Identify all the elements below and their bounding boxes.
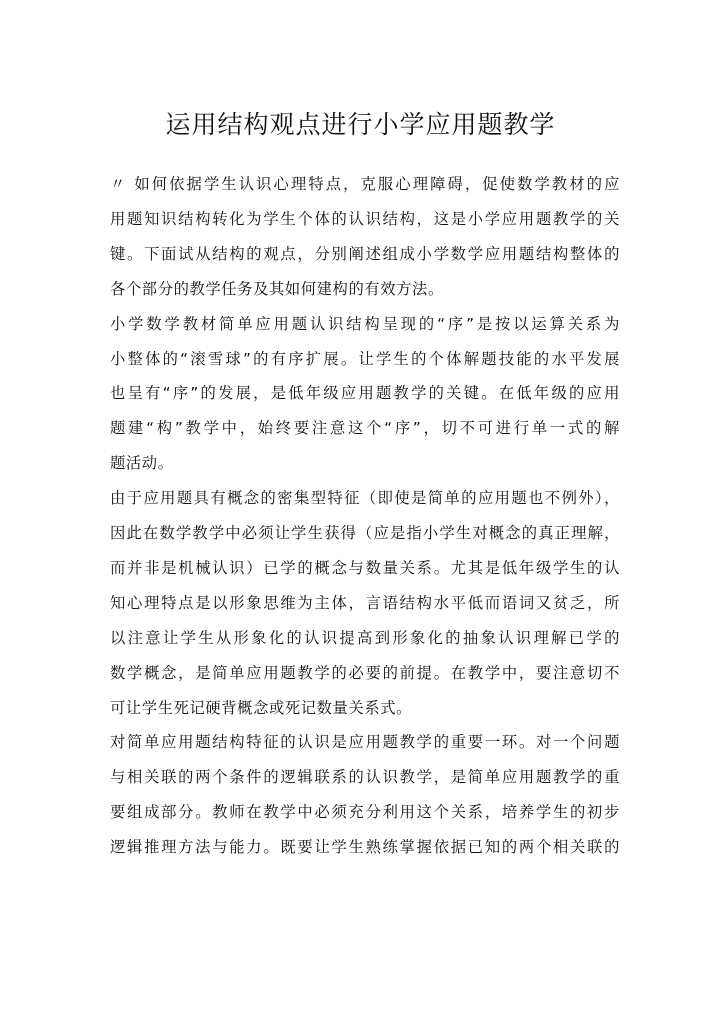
body-line: 题建“构”教学中，始终要注意这个“序”，切不可进行单一式的解 bbox=[110, 419, 620, 438]
body-line: 各个部分的教学任务及其如何建构的有效方法。 bbox=[110, 279, 444, 298]
body-line: 对简单应用题结构特征的认识是应用题教学的重要一环。对一个问题 bbox=[110, 733, 620, 752]
body-line: 逻辑推理方法与能力。既要让学生熟练掌握依据已知的两个相关联的 bbox=[110, 838, 620, 857]
body-line: 题活动。 bbox=[110, 454, 174, 473]
body-line: 与相关联的两个条件的逻辑联系的认识教学，是简单应用题教学的重 bbox=[110, 768, 620, 787]
body-line: 〃 如何依据学生认识心理特点，克服心理障碍，促使数学教材的应 bbox=[110, 175, 620, 193]
body-line: 以注意让学生从形象化的认识提高到形象化的抽象认识理解已学的 bbox=[110, 628, 620, 647]
body-line: 可让学生死记硬背概念或死记数量关系式。 bbox=[110, 698, 413, 717]
body-line: 用题知识结构转化为学生个体的认识结构，这是小学应用题教学的关 bbox=[110, 209, 620, 228]
body-line: 小学数学教材简单应用题认识结构呈现的“序”是按以运算关系为 bbox=[110, 314, 620, 333]
body-line: 键。下面试从结构的观点，分别阐述组成小学数学应用题结构整体的 bbox=[110, 244, 620, 263]
body-line: 小整体的“滚雪球”的有序扩展。让学生的个体解题技能的水平发展 bbox=[110, 349, 620, 368]
body-line: 而并非是机械认识）已学的概念与数量关系。尤其是低年级学生的认 bbox=[110, 558, 620, 577]
body-line: 因此在数学教学中必须让学生获得（应是指小学生对概念的真正理解， bbox=[110, 524, 620, 542]
body-line: 由于应用题具有概念的密集型特征（即使是简单的应用题也不例外）， bbox=[110, 489, 620, 508]
body-line: 也呈有“序”的发展，是低年级应用题教学的关键。在低年级的应用 bbox=[110, 384, 620, 403]
body-line: 知心理特点是以形象思维为主体，言语结构水平低而语词又贫乏，所 bbox=[110, 593, 620, 612]
body-line: 数学概念，是简单应用题教学的必要的前提。在教学中，要注意切不 bbox=[110, 663, 620, 682]
document-title: 运用结构观点进行小学应用题教学 bbox=[165, 109, 556, 139]
body-line: 要组成部分。教师在教学中必须充分利用这个关系，培养学生的初步 bbox=[110, 803, 620, 822]
